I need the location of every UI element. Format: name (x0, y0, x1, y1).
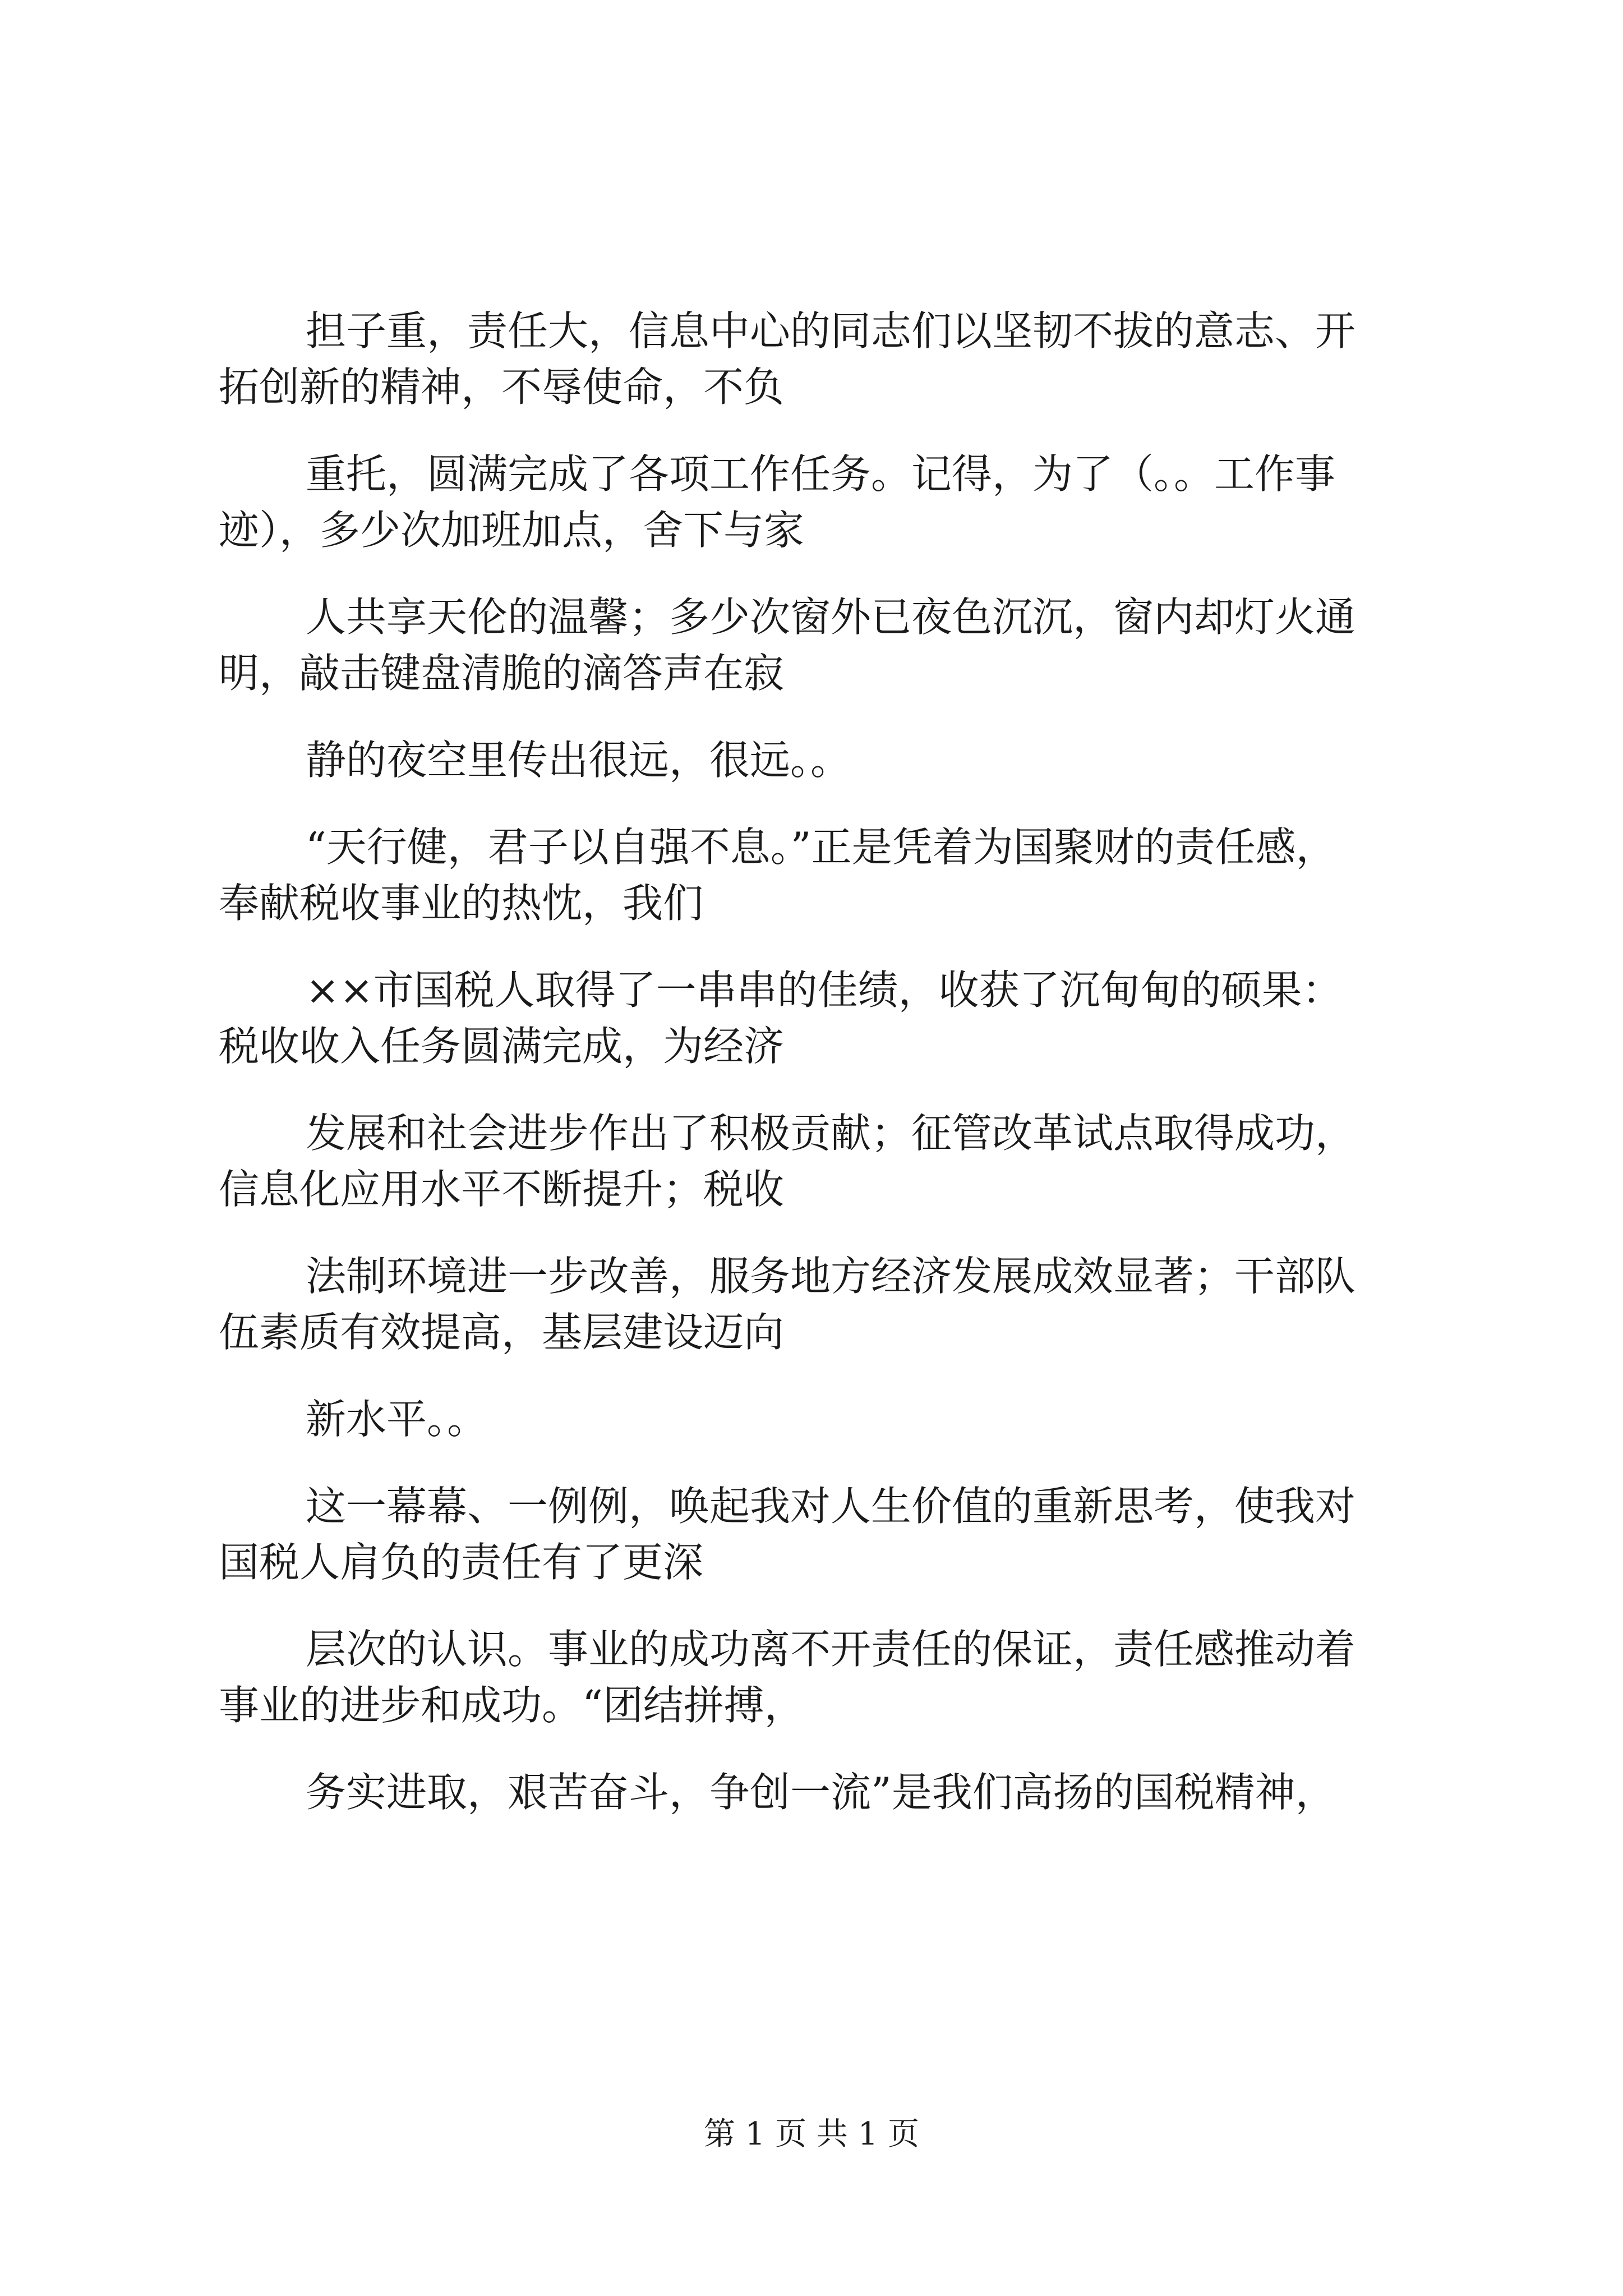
paragraph (219, 446, 1424, 558)
paragraph (219, 1105, 1424, 1217)
paragraph-line: 拓创新的精神，不辱使命，不负 (219, 364, 785, 411)
paragraph-line: 人共享天伦的温馨；多少次窗外已夜色沉沉，窗内却灯火通 (306, 593, 1356, 641)
paragraph (219, 1621, 1424, 1733)
paragraph (219, 1764, 1424, 1820)
paragraph (219, 1478, 1424, 1590)
paragraph-line: 奉献税收事业的热忱，我们 (219, 880, 704, 927)
paragraph (219, 303, 1424, 415)
paragraph-line: 明，敲击键盘清脆的滴答声在寂 (219, 650, 785, 697)
paragraph-line: ××市国税人取得了一串串的佳绩，收获了沉甸甸的硕果： (306, 967, 1343, 1014)
paragraph (219, 1248, 1424, 1360)
paragraph-line: 法制环境进一步改善，服务地方经济发展成效显著；干部队 (306, 1253, 1356, 1300)
page-footer: 第 1 页 共 1 页 (703, 2116, 920, 2152)
paragraph-line: 新水平。。 (306, 1396, 488, 1443)
paragraph-line: 国税人肩负的责任有了更深 (219, 1539, 704, 1586)
paragraph-line: 重托，圆满完成了各项工作任务。记得，为了（。。工作事 (306, 450, 1336, 498)
paragraph-line: 事业的进步和成功。“团结拼搏， (219, 1682, 805, 1729)
paragraph-line: 层次的认识。事业的成功离不开责任的保证，责任感推动着 (306, 1626, 1356, 1673)
paragraph-line: 信息化应用水平不断提升；税收 (219, 1166, 785, 1213)
paragraph-line: “天行健，君子以自强不息。”正是凭着为国聚财的责任感， (306, 823, 1336, 871)
paragraph-line: 这一幕幕、一例例，唤起我对人生价值的重新思考，使我对 (306, 1483, 1356, 1530)
paragraph-line: 发展和社会进步作出了积极贡献；征管改革试点取得成功， (306, 1110, 1356, 1157)
paragraph (219, 589, 1424, 701)
paragraph-line: 静的夜空里传出很远，很远。。 (306, 737, 851, 784)
paragraph-line: 务实进取，艰苦奋斗，争创一流”是我们高扬的国税精神， (306, 1769, 1336, 1816)
paragraph-line: 税收收入任务圆满完成，为经济 (219, 1023, 785, 1070)
paragraph (219, 962, 1424, 1074)
document-body (219, 303, 1424, 1851)
paragraph-line: 担子重，责任大，信息中心的同志们以坚韧不拔的意志、开 (306, 307, 1356, 355)
paragraph-line: 伍素质有效提高，基层建设迈向 (219, 1309, 785, 1356)
paragraph (219, 732, 1424, 788)
paragraph (219, 1391, 1424, 1447)
paragraph-line: 迹），多少次加班加点，舍下与家 (219, 507, 805, 554)
paragraph (219, 819, 1424, 931)
